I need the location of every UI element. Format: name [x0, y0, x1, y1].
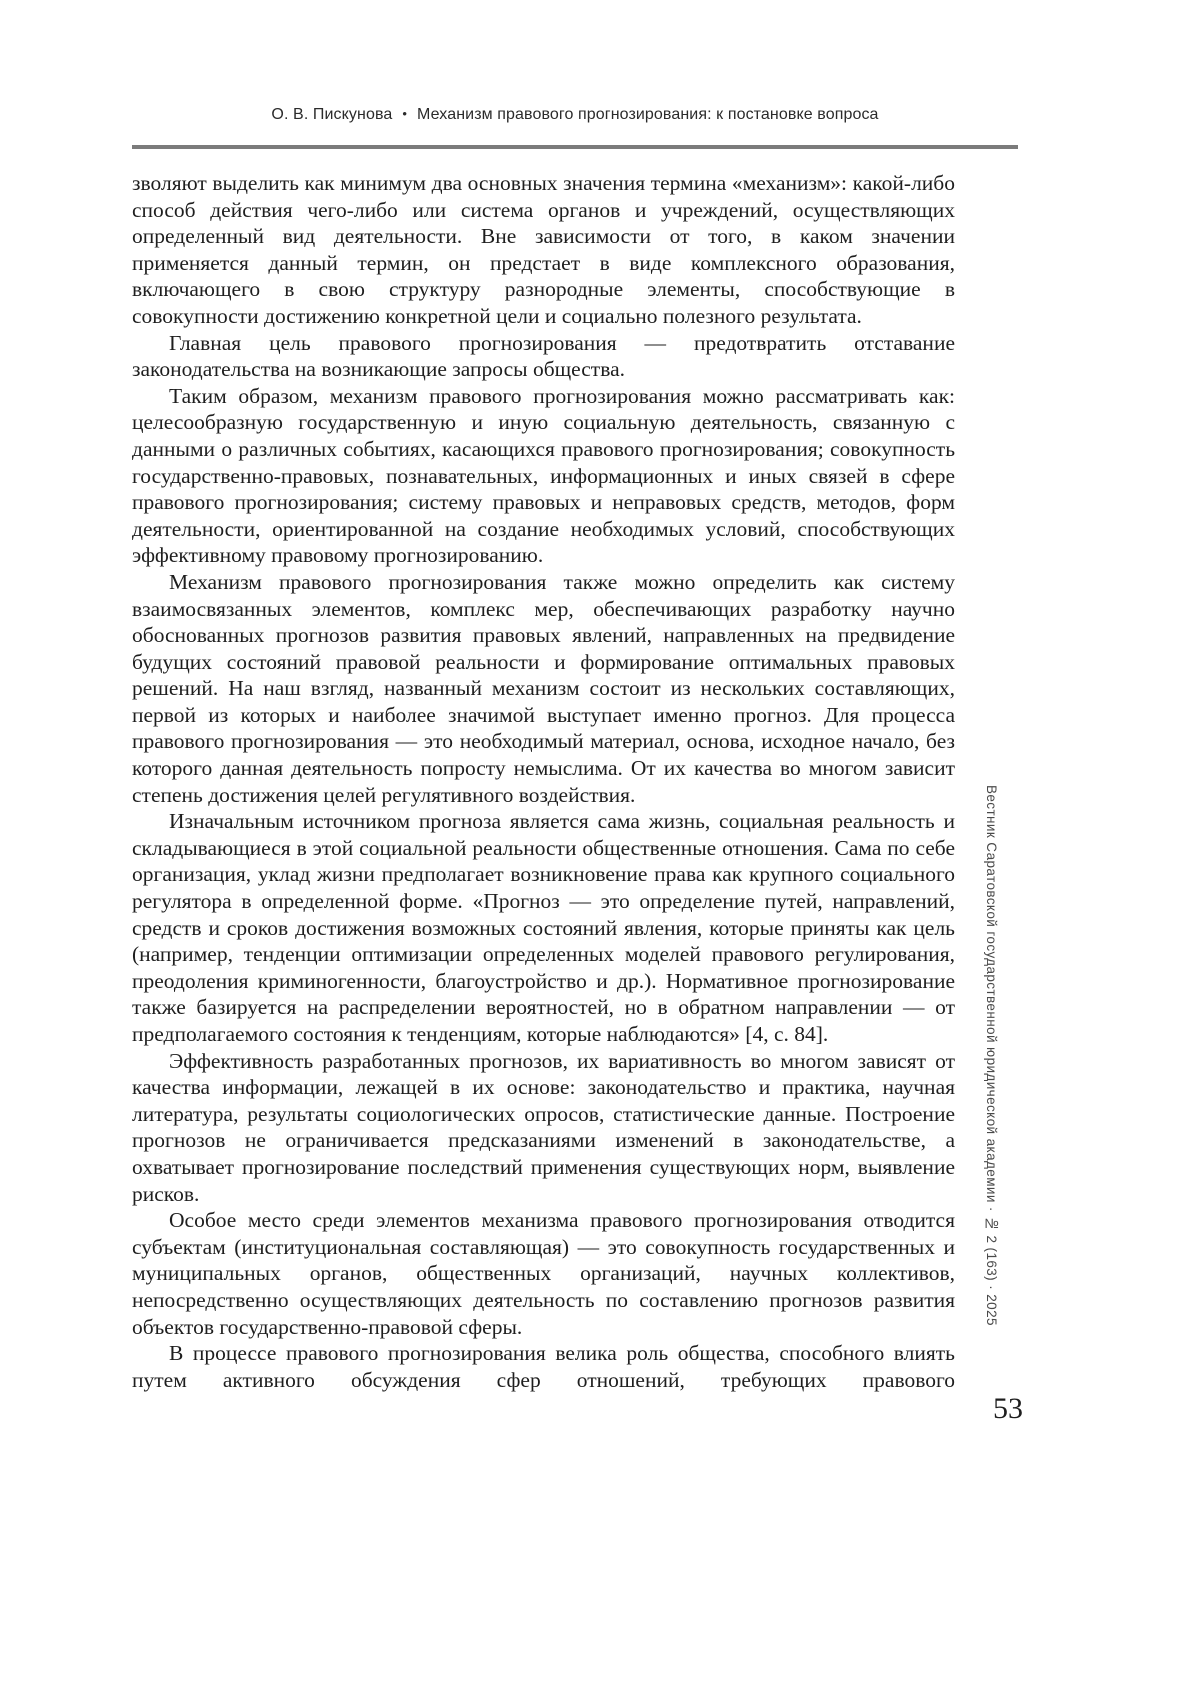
paragraph: зволяют выделить как минимум два основных значения термина «механизм»: какой-либо способ действия чего-либо или система органов и учреждений, осуществляющих определенный вид деятельности. Вне зависимости от того, в каком значении применяется данный термин, он предстает в виде комплексного образования, включающего в свою структуру разнородные элементы, способствующие в совокупности достижению конкретной цели и социально полезного результата. — [132, 171, 955, 328]
paragraph: В процессе правового прогнозирования велика роль общества, способного влиять путем активного обсуждения сфер отношений, требующих правового — [132, 1341, 955, 1392]
page-number: 53 — [993, 1392, 1023, 1425]
running-header-title: Механизм правового прогнозирования: к постановке вопроса — [417, 106, 879, 123]
header-rule — [132, 145, 1018, 149]
running-header-author: О. В. Пискунова — [271, 106, 393, 123]
article-body — [132, 170, 955, 1393]
journal-vertical-caption: Вестник Саратовской государственной юридической академии · № 2 (163) · 2025 — [984, 785, 999, 1326]
paragraph: Главная цель правового прогнозирования — предотвратить отставание законодательства на возникающие запросы общества. — [132, 330, 955, 382]
paragraph: Механизм правового прогнозирования также можно определить как систему взаимосвязанных элементов, комплекс мер, обеспечивающих разработку научно обоснованных прогнозов развития правовых явлений, направленных на предвидение будущих состояний правовой реальности и формирование оптимальных правовых решений. На наш взгляд, названный механизм состоит из нескольких составляющих, первой из которых и наиболее значимой выступает именно прогноз. Для процесса правового прогнозирования — это необходимый материал, основа, исходное начало, без которого данная деятельность попросту немыслима. От их качества во многом зависит степень достижения целей регулятивного воздействия. — [132, 569, 955, 807]
running-header — [132, 106, 1018, 124]
paragraph: Особое место среди элементов механизма правового прогнозирования отводится субъектам (институциональная составляющая) — это совокупность государственных и муниципальных органов, общественных организаций, научных коллективов, непосредственно осуществляющих деятельность по составлению прогнозов развития объектов государственно-правовой сферы. — [132, 1208, 955, 1339]
bullet-separator-icon: • — [402, 106, 408, 121]
paragraph: Эффективность разработанных прогнозов, их вариативность во многом зависят от качества информации, лежащей в их основе: законодательство и практика, научная литература, результаты социологических опросов, статистические данные. Построение прогнозов не ограничивается предсказаниями изменений в законодательстве, а охватывает прогнозирование последствий применения существующих норм, выявление рисков. — [132, 1048, 955, 1206]
paragraph: Изначальным источником прогноза является сама жизнь, социальная реальность и складывающиеся в этой социальной реальности общественные отношения. Сама по себе организация, уклад жизни предполагает возникновение права как крупного социального регулятора в определенной форме. «Прогноз — это определение путей, направлений, средств и сроков достижения возможных состояний явления, которые приняты как цель (например, тенденции оптимизации определенных моделей правового регулирования, преодоления криминогенности, благоустройство и др.). Нормативное прогнозирование также базируется на распределении вероятностей, но в обратном направлении — от предполагаемого состояния к тенденциям, которые наблюдаются» [4, с. 84]. — [132, 809, 955, 1046]
paragraph: Таким образом, механизм правового прогнозирования можно рассматривать как: целесообразную государственную и иную социальную деятельность, связанную с данными о различных событиях, касающихся правового прогнозирования; совокупность государственно-правовых, познавательных, информационных и иных связей в сфере правового прогнозирования; систему правовых и неправовых средств, методов, форм деятельности, ориентированной на создание необходимых условий, способствующих эффективному правовому прогнозированию. — [132, 383, 955, 568]
